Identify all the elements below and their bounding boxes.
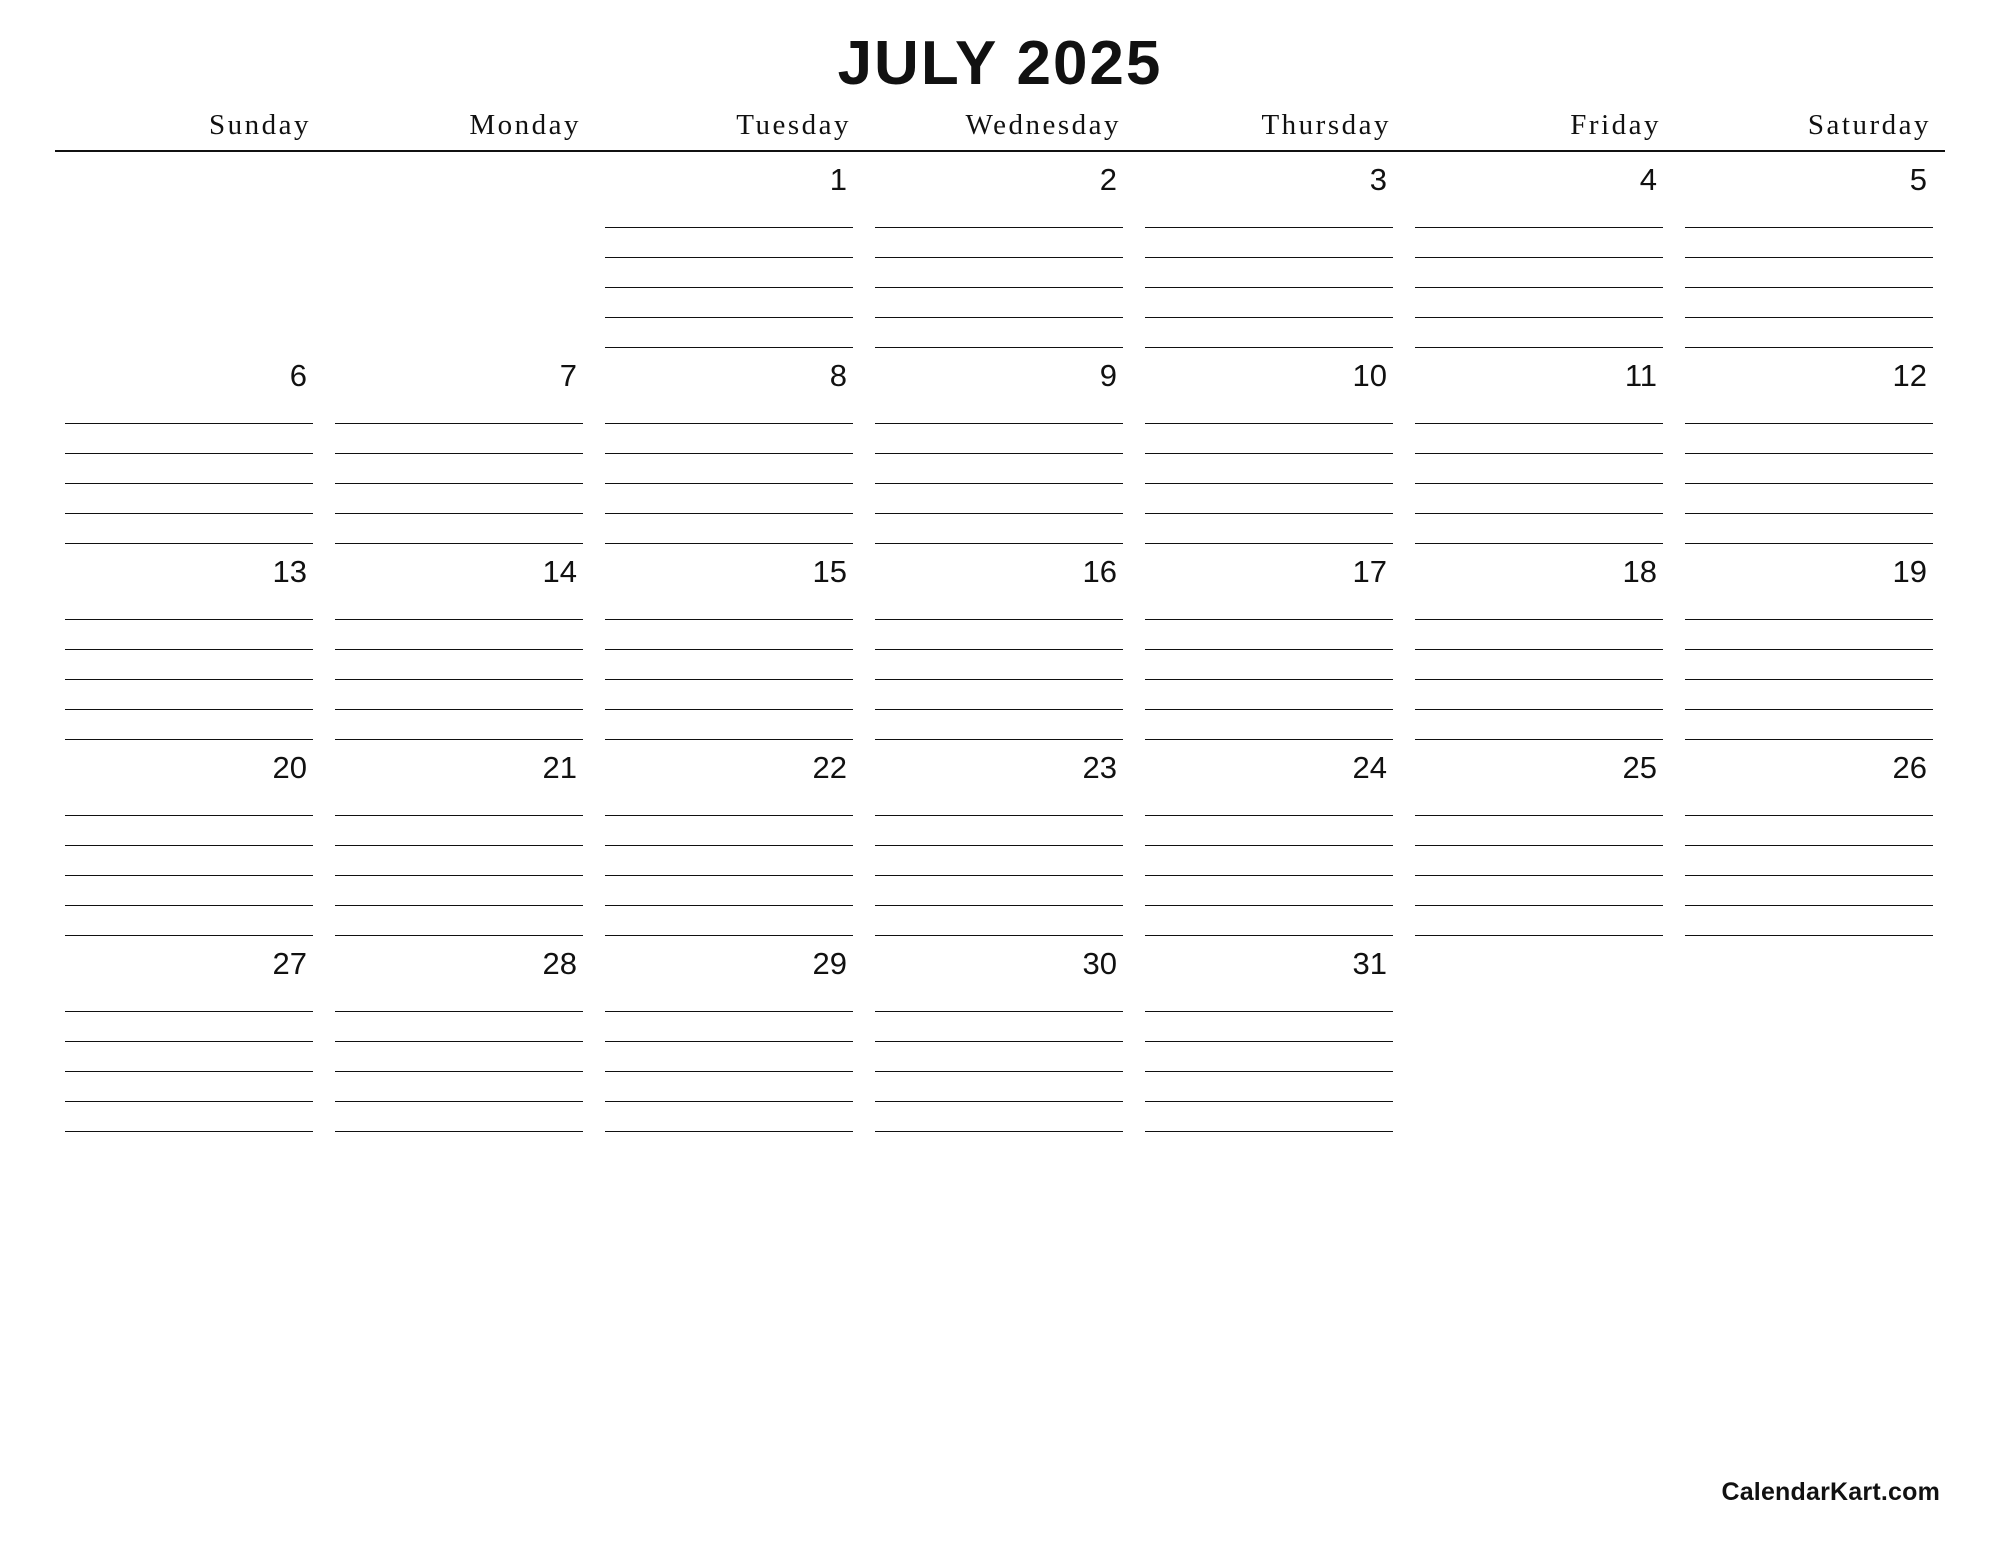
note-lines[interactable] [1405,982,1675,1132]
day-number: 19 [1892,554,1927,589]
note-lines[interactable] [1675,394,1945,544]
day-number: 29 [812,946,847,981]
note-lines[interactable] [1405,786,1675,936]
day-number: 8 [829,358,847,393]
note-lines[interactable] [1135,590,1405,740]
note-lines[interactable] [595,982,865,1132]
day-number: 10 [1352,358,1387,393]
day-cell[interactable] [325,936,595,1132]
day-number: 6 [289,358,307,393]
note-lines[interactable] [325,982,595,1132]
note-lines[interactable] [325,590,595,740]
weekday-header-wednesday: Wednesday [865,109,1135,151]
day-cell[interactable] [865,740,1135,936]
day-number: 2 [1099,162,1117,197]
day-cell[interactable] [1675,936,1945,1132]
note-lines[interactable] [1405,394,1675,544]
day-cell[interactable] [55,151,325,348]
note-lines[interactable] [865,394,1135,544]
day-cell[interactable] [1675,544,1945,740]
note-lines[interactable] [1675,786,1945,936]
note-lines[interactable] [55,786,325,936]
day-cell[interactable] [595,348,865,544]
day-number: 1 [829,162,847,197]
day-cell[interactable] [1405,151,1675,348]
day-number: 12 [1892,358,1927,393]
note-lines[interactable] [865,786,1135,936]
day-cell[interactable] [865,151,1135,348]
day-number: 31 [1352,946,1387,981]
note-lines[interactable] [865,198,1135,348]
day-cell[interactable] [595,936,865,1132]
day-cell[interactable] [1675,348,1945,544]
day-cell[interactable] [55,740,325,936]
weekday-header-friday: Friday [1405,109,1675,151]
calendar-week-row [55,348,1945,544]
day-number: 13 [272,554,307,589]
note-lines[interactable] [1405,198,1675,348]
day-number: 26 [1892,750,1927,785]
note-lines[interactable] [865,982,1135,1132]
note-lines[interactable] [595,198,865,348]
footer-brand: CalendarKart.com [1721,1478,1940,1506]
day-cell[interactable] [1405,348,1675,544]
note-lines[interactable] [325,786,595,936]
day-number: 9 [1099,358,1117,393]
day-number [55,152,325,198]
day-cell[interactable] [595,740,865,936]
day-cell[interactable] [325,348,595,544]
day-number [325,152,595,198]
note-lines[interactable] [55,982,325,1132]
day-cell[interactable] [325,544,595,740]
note-lines[interactable] [55,198,325,348]
day-cell[interactable] [865,348,1135,544]
note-lines[interactable] [1135,982,1405,1132]
day-cell[interactable] [1135,544,1405,740]
day-number: 18 [1622,554,1657,589]
day-number: 24 [1352,750,1387,785]
note-lines[interactable] [325,394,595,544]
day-cell[interactable] [595,151,865,348]
day-cell[interactable] [1135,740,1405,936]
weekday-header-monday: Monday [325,109,595,151]
note-lines[interactable] [1405,590,1675,740]
calendar-week-row [55,740,1945,936]
day-cell[interactable] [55,544,325,740]
calendar-week-row [55,544,1945,740]
calendar-week-row [55,936,1945,1132]
calendar-header-row [55,109,1945,151]
day-number: 3 [1369,162,1387,197]
day-cell[interactable] [1135,151,1405,348]
note-lines[interactable] [1135,394,1405,544]
weekday-header-saturday: Saturday [1675,109,1945,151]
day-cell[interactable] [1135,936,1405,1132]
weekday-header-thursday: Thursday [1135,109,1405,151]
day-cell[interactable] [1405,740,1675,936]
calendar-body [55,151,1945,1132]
note-lines[interactable] [55,590,325,740]
note-lines[interactable] [1675,590,1945,740]
calendar-grid [55,109,1945,1132]
day-number: 23 [1082,750,1117,785]
day-cell[interactable] [1675,151,1945,348]
day-number [1405,936,1675,982]
day-number: 15 [812,554,847,589]
note-lines[interactable] [1675,982,1945,1132]
day-number: 4 [1639,162,1657,197]
day-number [1675,936,1945,982]
day-number: 27 [272,946,307,981]
note-lines[interactable] [1135,786,1405,936]
day-cell[interactable] [325,151,595,348]
day-number: 22 [812,750,847,785]
day-cell[interactable] [1405,936,1675,1132]
note-lines[interactable] [595,786,865,936]
page-title: JULY 2025 [837,29,1163,98]
day-number: 5 [1909,162,1927,197]
note-lines[interactable] [1675,198,1945,348]
day-cell[interactable] [55,348,325,544]
note-lines[interactable] [55,394,325,544]
day-number: 11 [1624,358,1657,393]
day-number: 7 [559,358,577,393]
day-cell[interactable] [55,936,325,1132]
day-cell[interactable] [595,544,865,740]
day-number: 16 [1082,554,1117,589]
day-cell[interactable] [865,936,1135,1132]
weekday-header-sunday: Sunday [55,109,325,151]
day-number: 20 [272,750,307,785]
note-lines[interactable] [325,198,595,348]
day-number: 28 [542,946,577,981]
day-number: 25 [1622,750,1657,785]
day-number: 17 [1352,554,1387,589]
day-cell[interactable] [1405,544,1675,740]
day-number: 21 [542,750,577,785]
day-number: 14 [542,554,577,589]
day-cell[interactable] [325,740,595,936]
day-cell[interactable] [1135,348,1405,544]
note-lines[interactable] [595,394,865,544]
note-lines[interactable] [1135,198,1405,348]
day-cell[interactable] [1675,740,1945,936]
note-lines[interactable] [865,590,1135,740]
day-cell[interactable] [865,544,1135,740]
day-number: 30 [1082,946,1117,981]
note-lines[interactable] [595,590,865,740]
weekday-header-tuesday: Tuesday [595,109,865,151]
calendar-week-row [55,151,1945,348]
